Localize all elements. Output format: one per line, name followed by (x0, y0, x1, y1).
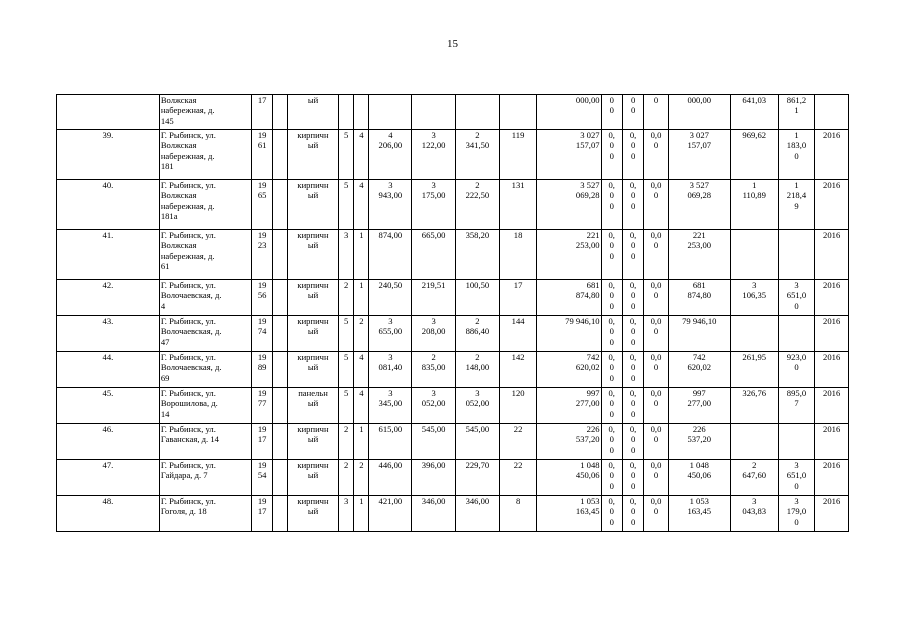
table-row (57, 316, 849, 352)
cell-cost-per-unit: 1 110,89 (730, 180, 778, 230)
cell-limit-cost: 3 179,0 0 (778, 496, 815, 532)
cell-cost-col-c: 0,0 0 (644, 388, 668, 424)
cell-wall-material: кирпичн ый (288, 280, 339, 316)
cell-entrances: 1 (354, 230, 369, 280)
cell-address: Г. Рыбинск, ул. Волочаевская, д. 69 (159, 352, 252, 388)
cell-year-built: 19 61 (252, 130, 272, 180)
cell-cost-per-unit (730, 316, 778, 352)
cell-year-built: 19 74 (252, 316, 272, 352)
cell-deadline-year: 2016 (815, 496, 849, 532)
cell-cost-col-a: 0, 0 0 (601, 130, 622, 180)
cell-residential-area: 229,70 (456, 460, 500, 496)
cell-row-number: 43. (57, 316, 160, 352)
cell-deadline-year: 2016 (815, 316, 849, 352)
cell-year-built: 19 17 (252, 424, 272, 460)
cell-residents: 8 (499, 496, 537, 532)
cell-cost-col-a: 0, 0 0 (601, 180, 622, 230)
cell-cost-sum: 226 537,20 (668, 424, 730, 460)
cell-address: Г. Рыбинск, ул. Гайдара, д. 7 (159, 460, 252, 496)
cell-entrances: 4 (354, 388, 369, 424)
cell-blank-col (272, 352, 287, 388)
cell-cost-col-c: 0,0 0 (644, 352, 668, 388)
housing-register-table (56, 94, 849, 532)
table-row (57, 388, 849, 424)
cell-wall-material: кирпичн ый (288, 424, 339, 460)
cell-cost-per-unit: 641,03 (730, 95, 778, 130)
table-body (57, 95, 849, 532)
cell-limit-cost: 895,0 7 (778, 388, 815, 424)
cell-wall-material: кирпичн ый (288, 180, 339, 230)
cell-cost-sum: 79 946,10 (668, 316, 730, 352)
cell-cost-col-b: 0, 0 0 (622, 280, 643, 316)
cell-total-area: 3 081,40 (369, 352, 412, 388)
cell-year-built: 19 56 (252, 280, 272, 316)
cell-cost-col-b: 0, 0 0 (622, 130, 643, 180)
cell-row-number: 47. (57, 460, 160, 496)
cell-total-area: 874,00 (369, 230, 412, 280)
cell-cost-col-b: 0, 0 0 (622, 230, 643, 280)
cell-cost-per-unit: 3 043,83 (730, 496, 778, 532)
cell-row-number: 46. (57, 424, 160, 460)
cell-cost-per-unit: 969,62 (730, 130, 778, 180)
cell-year-built: 19 89 (252, 352, 272, 388)
cell-residential-area: 3 052,00 (456, 388, 500, 424)
cell-total-cost: 681 874,80 (537, 280, 601, 316)
cell-row-number: 45. (57, 388, 160, 424)
cell-total-cost: 997 277,00 (537, 388, 601, 424)
cell-floors: 2 (338, 280, 353, 316)
cell-cost-sum: 1 053 163,45 (668, 496, 730, 532)
cell-cost-sum: 3 527 069,28 (668, 180, 730, 230)
cell-limit-cost: 3 651,0 0 (778, 280, 815, 316)
cell-entrances (354, 95, 369, 130)
cell-limit-cost (778, 316, 815, 352)
cell-cost-per-unit: 326,76 (730, 388, 778, 424)
table-row (57, 130, 849, 180)
cell-total-cost: 742 620,02 (537, 352, 601, 388)
cell-address: Г. Рыбинск, ул. Волжская набережная, д. 181 (159, 130, 252, 180)
cell-floors (338, 95, 353, 130)
cell-total-area: 3 345,00 (369, 388, 412, 424)
cell-row-number: 48. (57, 496, 160, 532)
cell-cost-col-c: 0 (644, 95, 668, 130)
cell-cost-col-a: 0, 0 0 (601, 460, 622, 496)
cell-cost-col-a: 0, 0 0 (601, 352, 622, 388)
cell-total-area (369, 95, 412, 130)
cell-total-cost: 1 048 450,06 (537, 460, 601, 496)
cell-cost-col-a: 0 0 (601, 95, 622, 130)
cell-total-cost: 1 053 163,45 (537, 496, 601, 532)
cell-year-built: 19 17 (252, 496, 272, 532)
cell-cost-col-b: 0, 0 0 (622, 496, 643, 532)
cell-entrances: 4 (354, 130, 369, 180)
cell-year-built: 19 23 (252, 230, 272, 280)
cell-address: Г. Рыбинск, ул. Гаванская, д. 14 (159, 424, 252, 460)
cell-total-area: 421,00 (369, 496, 412, 532)
cell-blank-col (272, 388, 287, 424)
cell-wall-material: кирпичн ый (288, 460, 339, 496)
cell-deadline-year: 2016 (815, 280, 849, 316)
cell-residential-area: 2 148,00 (456, 352, 500, 388)
cell-cost-col-b: 0, 0 0 (622, 424, 643, 460)
cell-cost-sum: 000,00 (668, 95, 730, 130)
cell-entrances: 4 (354, 352, 369, 388)
table-row (57, 352, 849, 388)
cell-address: Г. Рыбинск, ул. Волочаевская, д. 47 (159, 316, 252, 352)
cell-residents: 131 (499, 180, 537, 230)
cell-row-number: 41. (57, 230, 160, 280)
cell-blank-col (272, 496, 287, 532)
cell-deadline-year: 2016 (815, 460, 849, 496)
cell-deadline-year (815, 95, 849, 130)
cell-floors: 5 (338, 352, 353, 388)
cell-living-area: 396,00 (412, 460, 456, 496)
cell-cost-col-c: 0,0 0 (644, 130, 668, 180)
cell-total-cost: 3 527 069,28 (537, 180, 601, 230)
cell-total-area: 240,50 (369, 280, 412, 316)
cell-blank-col (272, 280, 287, 316)
cell-limit-cost: 861,2 1 (778, 95, 815, 130)
cell-living-area (412, 95, 456, 130)
cell-residential-area: 2 341,50 (456, 130, 500, 180)
cell-deadline-year: 2016 (815, 180, 849, 230)
cell-living-area: 2 835,00 (412, 352, 456, 388)
cell-cost-col-a: 0, 0 0 (601, 230, 622, 280)
cell-wall-material: панельн ый (288, 388, 339, 424)
cell-blank-col (272, 95, 287, 130)
cell-deadline-year: 2016 (815, 352, 849, 388)
cell-cost-col-b: 0, 0 0 (622, 316, 643, 352)
cell-cost-col-c: 0,0 0 (644, 316, 668, 352)
cell-living-area: 3 052,00 (412, 388, 456, 424)
cell-deadline-year: 2016 (815, 130, 849, 180)
cell-deadline-year: 2016 (815, 424, 849, 460)
cell-residents: 18 (499, 230, 537, 280)
cell-address: Г. Рыбинск, ул. Ворошилова, д. 14 (159, 388, 252, 424)
cell-entrances: 1 (354, 280, 369, 316)
cell-entrances: 1 (354, 424, 369, 460)
cell-address: Г. Рыбинск, ул. Гоголя, д. 18 (159, 496, 252, 532)
cell-total-area: 3 655,00 (369, 316, 412, 352)
cell-cost-col-c: 0,0 0 (644, 280, 668, 316)
cell-blank-col (272, 460, 287, 496)
cell-living-area: 665,00 (412, 230, 456, 280)
cell-limit-cost (778, 424, 815, 460)
cell-residential-area: 346,00 (456, 496, 500, 532)
cell-cost-col-c: 0,0 0 (644, 496, 668, 532)
cell-total-cost: 000,00 (537, 95, 601, 130)
cell-living-area: 3 175,00 (412, 180, 456, 230)
cell-entrances: 2 (354, 316, 369, 352)
cell-residential-area: 2 222,50 (456, 180, 500, 230)
cell-residents: 22 (499, 424, 537, 460)
cell-wall-material: кирпичн ый (288, 130, 339, 180)
cell-cost-col-a: 0, 0 0 (601, 280, 622, 316)
cell-cost-col-b: 0 0 (622, 95, 643, 130)
cell-cost-col-b: 0, 0 0 (622, 388, 643, 424)
cell-residents: 144 (499, 316, 537, 352)
cell-residents (499, 95, 537, 130)
cell-residents: 22 (499, 460, 537, 496)
cell-living-area: 3 122,00 (412, 130, 456, 180)
cell-total-area: 3 943,00 (369, 180, 412, 230)
cell-blank-col (272, 130, 287, 180)
cell-residential-area: 358,20 (456, 230, 500, 280)
cell-cost-col-a: 0, 0 0 (601, 496, 622, 532)
cell-floors: 3 (338, 496, 353, 532)
cell-row-number: 39. (57, 130, 160, 180)
cell-entrances: 1 (354, 496, 369, 532)
cell-cost-sum: 742 620,02 (668, 352, 730, 388)
cell-cost-per-unit: 2 647,60 (730, 460, 778, 496)
cell-cost-col-a: 0, 0 0 (601, 316, 622, 352)
cell-wall-material: кирпичн ый (288, 316, 339, 352)
cell-row-number (57, 95, 160, 130)
cell-cost-col-c: 0,0 0 (644, 230, 668, 280)
cell-cost-col-a: 0, 0 0 (601, 388, 622, 424)
cell-living-area: 219,51 (412, 280, 456, 316)
cell-residential-area: 2 886,40 (456, 316, 500, 352)
cell-residents: 17 (499, 280, 537, 316)
cell-row-number: 44. (57, 352, 160, 388)
cell-limit-cost: 3 651,0 0 (778, 460, 815, 496)
cell-blank-col (272, 180, 287, 230)
cell-cost-col-b: 0, 0 0 (622, 180, 643, 230)
cell-residents: 120 (499, 388, 537, 424)
cell-deadline-year: 2016 (815, 388, 849, 424)
cell-wall-material: ый (288, 95, 339, 130)
cell-limit-cost: 1 183,0 0 (778, 130, 815, 180)
cell-blank-col (272, 316, 287, 352)
cell-floors: 5 (338, 388, 353, 424)
table-row (57, 460, 849, 496)
cell-cost-col-b: 0, 0 0 (622, 460, 643, 496)
cell-total-area: 615,00 (369, 424, 412, 460)
table-row (57, 95, 849, 130)
table-row (57, 424, 849, 460)
cell-residents: 142 (499, 352, 537, 388)
cell-cost-col-c: 0,0 0 (644, 460, 668, 496)
cell-cost-sum: 221 253,00 (668, 230, 730, 280)
table-row (57, 496, 849, 532)
table-row (57, 230, 849, 280)
cell-cost-sum: 997 277,00 (668, 388, 730, 424)
cell-cost-col-c: 0,0 0 (644, 180, 668, 230)
cell-wall-material: кирпичн ый (288, 496, 339, 532)
cell-cost-per-unit (730, 424, 778, 460)
cell-blank-col (272, 230, 287, 280)
cell-cost-col-c: 0,0 0 (644, 424, 668, 460)
cell-cost-per-unit: 261,95 (730, 352, 778, 388)
cell-cost-per-unit: 3 106,35 (730, 280, 778, 316)
cell-floors: 5 (338, 130, 353, 180)
cell-cost-sum: 681 874,80 (668, 280, 730, 316)
cell-residents: 119 (499, 130, 537, 180)
cell-year-built: 19 54 (252, 460, 272, 496)
cell-floors: 2 (338, 460, 353, 496)
cell-residential-area: 100,50 (456, 280, 500, 316)
page-number: 15 (447, 38, 458, 50)
cell-total-area: 446,00 (369, 460, 412, 496)
cell-floors: 2 (338, 424, 353, 460)
cell-address: Г. Рыбинск, ул. Волочаевская, д. 4 (159, 280, 252, 316)
cell-row-number: 42. (57, 280, 160, 316)
cell-deadline-year: 2016 (815, 230, 849, 280)
cell-cost-sum: 1 048 450,06 (668, 460, 730, 496)
cell-total-cost: 3 027 157,07 (537, 130, 601, 180)
cell-entrances: 2 (354, 460, 369, 496)
cell-total-cost: 79 946,10 (537, 316, 601, 352)
cell-cost-sum: 3 027 157,07 (668, 130, 730, 180)
cell-address: Г. Рыбинск, ул. Волжская набережная, д. 61 (159, 230, 252, 280)
cell-living-area: 3 208,00 (412, 316, 456, 352)
cell-blank-col (272, 424, 287, 460)
cell-wall-material: кирпичн ый (288, 352, 339, 388)
table-row (57, 180, 849, 230)
cell-limit-cost: 923,0 0 (778, 352, 815, 388)
cell-cost-col-a: 0, 0 0 (601, 424, 622, 460)
cell-cost-col-b: 0, 0 0 (622, 352, 643, 388)
cell-total-cost: 221 253,00 (537, 230, 601, 280)
cell-cost-per-unit (730, 230, 778, 280)
cell-row-number: 40. (57, 180, 160, 230)
table-row (57, 280, 849, 316)
cell-address: Волжская набережная, д. 145 (159, 95, 252, 130)
cell-limit-cost: 1 218,4 9 (778, 180, 815, 230)
cell-year-built: 19 77 (252, 388, 272, 424)
cell-year-built: 19 65 (252, 180, 272, 230)
cell-limit-cost (778, 230, 815, 280)
cell-total-cost: 226 537,20 (537, 424, 601, 460)
cell-living-area: 346,00 (412, 496, 456, 532)
cell-floors: 5 (338, 316, 353, 352)
cell-residential-area: 545,00 (456, 424, 500, 460)
cell-living-area: 545,00 (412, 424, 456, 460)
cell-total-area: 4 206,00 (369, 130, 412, 180)
cell-entrances: 4 (354, 180, 369, 230)
cell-address: Г. Рыбинск, ул. Волжская набережная, д. 181а (159, 180, 252, 230)
cell-floors: 5 (338, 180, 353, 230)
cell-year-built: 17 (252, 95, 272, 130)
cell-floors: 3 (338, 230, 353, 280)
cell-residential-area (456, 95, 500, 130)
cell-wall-material: кирпичн ый (288, 230, 339, 280)
